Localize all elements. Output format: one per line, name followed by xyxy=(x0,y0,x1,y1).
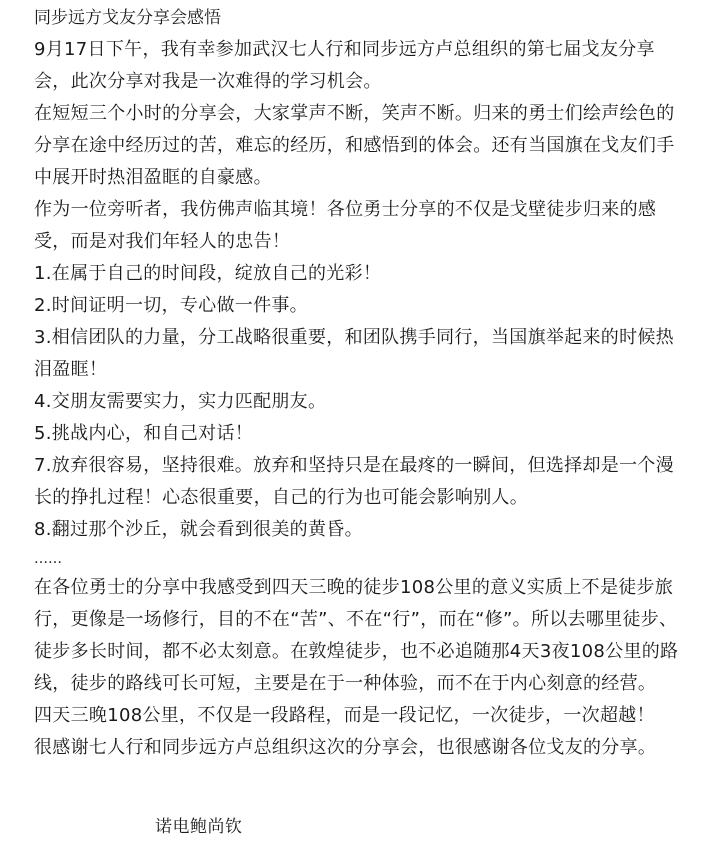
paragraph-session: 在短短三个小时的分享会，大家掌声不断，笑声不断。归来的勇士们绘声绘色的分享在途中经历过的苦，难忘的经历，和感悟到的体会。还有当国旗在戈友们手中展开时热泪盈眶的自豪感。 xyxy=(34,103,675,188)
list-item: 4.交朋友需要实力，实力匹配朋友。 xyxy=(34,391,327,412)
paragraph-listener: 作为一位旁听者，我仿佛声临其境！各位勇士分享的不仅是戈壁徒步归来的感受，而是对我们年轻人的忠告！ xyxy=(34,199,657,252)
paragraph-intro: 9月17日下午，我有幸参加武汉七人行和同步远方卢总组织的第七届戈友分享会，此次分享对我是一次难得的学习机会。 xyxy=(34,39,655,92)
list-item: 8.翻过那个沙丘，就会看到很美的黄昏。 xyxy=(34,519,363,540)
paragraph-reflection: 在各位勇士的分享中我感受到四天三晚的徒步108公里的意义实质上不是徒步旅行，更像是一场修行，目的不在“苦”、不在“行”，而在“修”。所以去哪里徒步、徒步多长时间，都不必太刻意。在敦煌徒步，也不必追随那4天3夜108公里的路线，徒步的路线可长可短，主要是在于一种体验，而不在于内心刻意的经营。 xyxy=(34,577,679,694)
list-item: 7.放弃很容易，坚持很难。放弃和坚持只是在最疼的一瞬间，但选择却是一个漫长的挣扎过程！心态很重要，自己的行为也可能会影响别人。 xyxy=(34,455,674,508)
list-item: 2.时间证明一切，专心做一件事。 xyxy=(34,295,308,316)
paragraph-thanks: 很感谢七人行和同步远方卢总组织这次的分享会，也很感谢各位戈友的分享。 xyxy=(34,737,657,758)
ellipsis: …… xyxy=(34,551,62,567)
document-body xyxy=(34,6,684,764)
list-item: 3.相信团队的力量，分工战略很重要，和团队携手同行，当国旗举起来的时候热泪盈眶！ xyxy=(34,327,674,380)
document-title: 同步远方戈友分享会感悟 xyxy=(34,8,221,28)
author-signature: 诺电鲍尚钦 xyxy=(155,817,243,837)
paragraph-summary: 四天三晚108公里，不仅是一段路程，而是一段记忆，一次徒步，一次超越！ xyxy=(34,705,655,726)
list-item: 1.在属于自己的时间段，绽放自己的光彩！ xyxy=(34,263,382,284)
list-item: 5.挑战内心，和自己对话！ xyxy=(34,423,254,444)
